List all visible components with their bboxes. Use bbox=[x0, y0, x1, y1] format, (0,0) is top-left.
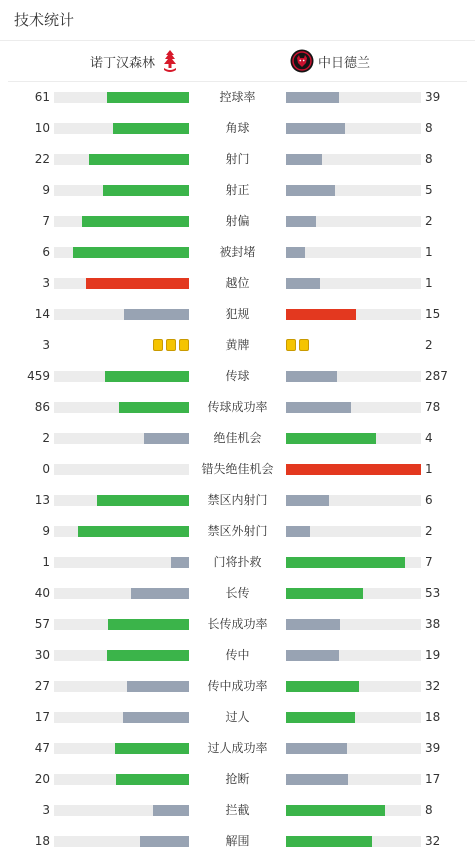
home-bar-fill bbox=[78, 526, 189, 537]
stat-label: 射偏 bbox=[225, 214, 250, 228]
home-bar-fill bbox=[82, 216, 189, 227]
away-bar-track bbox=[286, 619, 421, 630]
home-value: 9 bbox=[42, 524, 50, 538]
away-bar-track bbox=[286, 836, 421, 847]
yellow-card-icon bbox=[179, 339, 189, 351]
home-bar-fill bbox=[97, 495, 189, 506]
home-value: 459 bbox=[27, 369, 50, 383]
away-bar-track bbox=[286, 712, 421, 723]
home-value: 20 bbox=[34, 772, 50, 786]
away-yellow-cards bbox=[286, 339, 309, 352]
away-bar-fill bbox=[286, 402, 351, 413]
away-bar-fill bbox=[286, 743, 347, 754]
home-bar-fill bbox=[89, 154, 189, 165]
away-bar-track bbox=[286, 743, 421, 754]
home-bar-track bbox=[54, 402, 189, 413]
home-bar-track bbox=[54, 712, 189, 723]
stat-row bbox=[0, 361, 475, 392]
yellow-card-icon bbox=[153, 339, 163, 351]
home-bar-track bbox=[54, 309, 189, 320]
stat-label: 门将扑救 bbox=[213, 555, 262, 569]
away-value: 5 bbox=[425, 183, 433, 197]
away-bar-track bbox=[286, 154, 421, 165]
home-value: 22 bbox=[34, 152, 50, 166]
away-bar-fill bbox=[286, 495, 329, 506]
home-value: 57 bbox=[34, 617, 50, 631]
away-bar-track bbox=[286, 650, 421, 661]
away-value: 7 bbox=[425, 555, 433, 569]
home-bar-fill bbox=[113, 123, 189, 134]
home-value: 47 bbox=[34, 741, 50, 755]
away-bar-fill bbox=[286, 588, 363, 599]
away-value: 2 bbox=[425, 524, 433, 538]
away-bar-fill bbox=[286, 836, 372, 847]
away-value: 15 bbox=[425, 307, 441, 321]
stat-label: 拦截 bbox=[225, 803, 250, 817]
stat-label: 控球率 bbox=[219, 90, 256, 104]
stat-label: 被封堵 bbox=[219, 245, 256, 259]
stat-row bbox=[0, 82, 475, 113]
home-value: 30 bbox=[34, 648, 50, 662]
home-bar-fill bbox=[119, 402, 189, 413]
home-bar-track bbox=[54, 836, 189, 847]
home-value: 86 bbox=[34, 400, 50, 414]
away-bar-fill bbox=[286, 805, 385, 816]
home-team-name: 诺丁汉森林 bbox=[89, 55, 155, 71]
stat-row bbox=[0, 826, 475, 857]
home-bar-track bbox=[54, 557, 189, 568]
stat-label: 黄牌 bbox=[225, 338, 250, 352]
stat-row bbox=[0, 268, 475, 299]
home-bar-track bbox=[54, 371, 189, 382]
away-bar-track bbox=[286, 185, 421, 196]
away-value: 38 bbox=[425, 617, 441, 631]
home-bar-track bbox=[54, 495, 189, 506]
away-bar-fill bbox=[286, 464, 421, 475]
away-bar-track bbox=[286, 588, 421, 599]
stat-label: 错失绝佳机会 bbox=[201, 462, 274, 476]
home-value: 14 bbox=[34, 307, 50, 321]
stat-label: 角球 bbox=[225, 121, 250, 135]
home-bar-fill bbox=[116, 774, 189, 785]
away-value: 18 bbox=[425, 710, 441, 724]
home-bar-track bbox=[54, 278, 189, 289]
stat-row bbox=[0, 423, 475, 454]
away-bar-fill bbox=[286, 92, 339, 103]
away-bar-track bbox=[286, 92, 421, 103]
stat-row bbox=[0, 795, 475, 826]
away-bar-track bbox=[286, 774, 421, 785]
away-bar-track bbox=[286, 278, 421, 289]
home-bar-track bbox=[54, 681, 189, 692]
stat-row bbox=[0, 733, 475, 764]
away-bar-fill bbox=[286, 216, 316, 227]
home-bar-fill bbox=[115, 743, 189, 754]
home-value: 9 bbox=[42, 183, 50, 197]
home-bar-track bbox=[54, 216, 189, 227]
home-bar-track bbox=[54, 92, 189, 103]
away-bar-track bbox=[286, 495, 421, 506]
stat-row bbox=[0, 454, 475, 485]
away-bar-fill bbox=[286, 309, 356, 320]
away-bar-track bbox=[286, 681, 421, 692]
home-value: 1 bbox=[42, 555, 50, 569]
home-bar-fill bbox=[144, 433, 189, 444]
home-bar-fill bbox=[86, 278, 189, 289]
stat-label: 绝佳机会 bbox=[213, 431, 262, 445]
stat-label: 射门 bbox=[225, 152, 250, 166]
stat-row bbox=[0, 702, 475, 733]
away-value: 6 bbox=[425, 493, 433, 507]
away-value: 8 bbox=[425, 152, 433, 166]
stat-label: 抢断 bbox=[225, 772, 250, 786]
away-value: 1 bbox=[425, 245, 433, 259]
stat-label: 禁区内射门 bbox=[207, 493, 268, 507]
home-value: 0 bbox=[42, 462, 50, 476]
home-value: 10 bbox=[34, 121, 50, 135]
away-bar-track bbox=[286, 216, 421, 227]
stat-label: 过人成功率 bbox=[207, 741, 268, 755]
stat-row bbox=[0, 144, 475, 175]
away-bar-track bbox=[286, 247, 421, 258]
away-bar-fill bbox=[286, 371, 337, 382]
away-team-name: 中日德兰 bbox=[318, 55, 371, 71]
home-bar-track bbox=[54, 464, 189, 475]
away-bar-fill bbox=[286, 185, 335, 196]
home-value: 2 bbox=[42, 431, 50, 445]
stat-label: 传球成功率 bbox=[207, 400, 268, 414]
stat-label: 越位 bbox=[225, 276, 250, 290]
away-value: 8 bbox=[425, 121, 433, 135]
away-bar-track bbox=[286, 123, 421, 134]
stat-row bbox=[0, 671, 475, 702]
home-bar-track bbox=[54, 433, 189, 444]
home-bar-track bbox=[54, 123, 189, 134]
home-bar-track bbox=[54, 588, 189, 599]
home-bar-fill bbox=[73, 247, 189, 258]
away-value: 2 bbox=[425, 214, 433, 228]
away-value: 53 bbox=[425, 586, 441, 600]
home-value: 6 bbox=[42, 245, 50, 259]
away-value: 17 bbox=[425, 772, 441, 786]
home-value: 61 bbox=[34, 90, 50, 104]
teams-header bbox=[8, 41, 467, 82]
home-value: 3 bbox=[42, 803, 50, 817]
stat-label: 传球 bbox=[225, 369, 250, 383]
home-team[interactable] bbox=[90, 41, 177, 81]
home-bar-track bbox=[54, 154, 189, 165]
away-bar-fill bbox=[286, 154, 322, 165]
away-bar-fill bbox=[286, 681, 359, 692]
stat-label: 禁区外射门 bbox=[207, 524, 268, 538]
home-value: 3 bbox=[42, 276, 50, 290]
home-bar-track bbox=[54, 619, 189, 630]
away-value: 287 bbox=[425, 369, 448, 383]
away-value: 8 bbox=[425, 803, 433, 817]
away-value: 1 bbox=[425, 276, 433, 290]
stat-row bbox=[0, 175, 475, 206]
away-bar-fill bbox=[286, 433, 376, 444]
home-bar-fill bbox=[108, 619, 189, 630]
page-title: 技术统计 bbox=[0, 0, 475, 41]
stat-label: 犯规 bbox=[225, 307, 250, 321]
away-bar-track bbox=[286, 464, 421, 475]
away-value: 19 bbox=[425, 648, 441, 662]
away-value: 32 bbox=[425, 834, 441, 848]
stat-row bbox=[0, 237, 475, 268]
stat-label: 长传 bbox=[225, 586, 250, 600]
away-bar-fill bbox=[286, 774, 348, 785]
home-bar-fill bbox=[105, 371, 189, 382]
stat-row bbox=[0, 547, 475, 578]
home-bar-track bbox=[54, 650, 189, 661]
home-value: 3 bbox=[42, 338, 50, 352]
away-bar-fill bbox=[286, 557, 405, 568]
away-bar-fill bbox=[286, 247, 305, 258]
tree-crest-icon bbox=[163, 49, 177, 73]
stat-row bbox=[0, 206, 475, 237]
stat-label: 射正 bbox=[225, 183, 250, 197]
stat-row bbox=[0, 578, 475, 609]
stat-row bbox=[0, 392, 475, 423]
stat-row bbox=[0, 330, 475, 361]
away-bar-fill bbox=[286, 526, 310, 537]
home-bar-track bbox=[54, 247, 189, 258]
yellow-card-icon bbox=[286, 339, 296, 351]
home-bar-fill bbox=[131, 588, 189, 599]
stat-label: 解围 bbox=[225, 834, 250, 848]
yellow-card-icon bbox=[166, 339, 176, 351]
away-bar-fill bbox=[286, 650, 339, 661]
away-bar-track bbox=[286, 557, 421, 568]
stat-row bbox=[0, 764, 475, 795]
away-bar-track bbox=[286, 526, 421, 537]
stat-label: 传中 bbox=[225, 648, 250, 662]
stat-label: 长传成功率 bbox=[207, 617, 268, 631]
away-bar-track bbox=[286, 309, 421, 320]
home-value: 40 bbox=[34, 586, 50, 600]
stat-row bbox=[0, 516, 475, 547]
away-bar-fill bbox=[286, 619, 340, 630]
home-yellow-cards bbox=[153, 339, 189, 352]
stat-row bbox=[0, 299, 475, 330]
home-bar-track bbox=[54, 743, 189, 754]
home-bar-fill bbox=[127, 681, 189, 692]
home-bar-track bbox=[54, 774, 189, 785]
home-value: 7 bbox=[42, 214, 50, 228]
home-bar-fill bbox=[153, 805, 189, 816]
away-bar-fill bbox=[286, 123, 345, 134]
home-bar-fill bbox=[107, 92, 189, 103]
stat-row bbox=[0, 113, 475, 144]
away-value: 4 bbox=[425, 431, 433, 445]
away-bar-track bbox=[286, 805, 421, 816]
home-value: 18 bbox=[34, 834, 50, 848]
yellow-card-icon bbox=[299, 339, 309, 351]
stat-label: 过人 bbox=[225, 710, 250, 724]
home-bar-fill bbox=[124, 309, 189, 320]
home-bar-track bbox=[54, 185, 189, 196]
wolf-crest-icon bbox=[290, 49, 314, 73]
away-value: 39 bbox=[425, 741, 441, 755]
away-value: 2 bbox=[425, 338, 433, 352]
away-bar-track bbox=[286, 402, 421, 413]
home-value: 17 bbox=[34, 710, 50, 724]
home-value: 27 bbox=[34, 679, 50, 693]
away-bar-track bbox=[286, 433, 421, 444]
away-bar-fill bbox=[286, 712, 355, 723]
away-value: 1 bbox=[425, 462, 433, 476]
away-bar-track bbox=[286, 371, 421, 382]
stat-row bbox=[0, 640, 475, 671]
home-bar-fill bbox=[123, 712, 189, 723]
home-bar-fill bbox=[107, 650, 189, 661]
away-value: 39 bbox=[425, 90, 441, 104]
away-bar-fill bbox=[286, 278, 320, 289]
home-bar-fill bbox=[103, 185, 189, 196]
stat-label: 传中成功率 bbox=[207, 679, 268, 693]
away-value: 32 bbox=[425, 679, 441, 693]
home-bar-fill bbox=[171, 557, 189, 568]
away-value: 78 bbox=[425, 400, 441, 414]
stats-list bbox=[0, 82, 475, 857]
home-bar-track bbox=[54, 526, 189, 537]
stat-row bbox=[0, 609, 475, 640]
home-value: 13 bbox=[34, 493, 50, 507]
away-team[interactable] bbox=[290, 41, 370, 81]
home-bar-track bbox=[54, 805, 189, 816]
stat-row bbox=[0, 485, 475, 516]
home-bar-fill bbox=[140, 836, 189, 847]
